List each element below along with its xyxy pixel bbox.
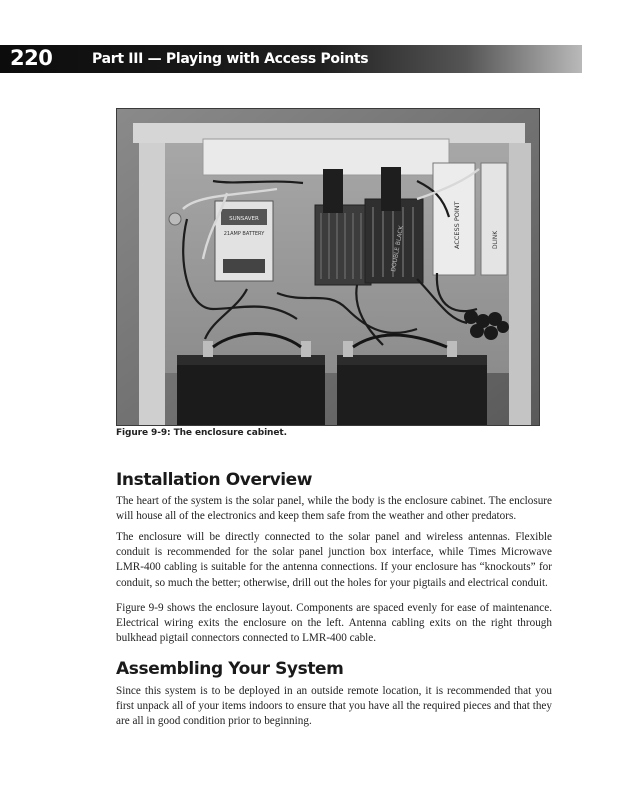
battery-right xyxy=(337,355,487,425)
running-header-bar xyxy=(0,45,582,73)
battery-left xyxy=(177,355,325,425)
paragraph: The enclosure will be directly connected to the solar panel and wireless antennas. Flexible conduit is recommended for the solar panel junction box interface, while Times Microwave LMR-400 cabling is suitable for the antenna connections. If your enclosure has “knockouts” for conduit, so much the better; otherwise, drill out the holes for your pigtails and electrical conduit. xyxy=(116,531,552,589)
amplifier-left xyxy=(315,205,371,285)
figure-caption-text: The enclosure cabinet. xyxy=(173,428,287,438)
paragraph: The heart of the system is the solar panel, while the body is the enclosure cabinet. The enclosure will house all of the electronics and keep them safe from the weather and other predators. xyxy=(116,495,552,523)
figure-photo-enclosure-cabinet xyxy=(116,108,540,426)
booster-label: DLINK xyxy=(492,230,499,249)
charger-amp-label: 21AMP BATTERY xyxy=(223,231,265,237)
enclosure-left-wall xyxy=(139,143,165,425)
section-heading-installation-overview: Installation Overview xyxy=(116,470,313,490)
running-head: Part III — Playing with Access Points xyxy=(92,51,369,67)
enclosure-right-wall xyxy=(509,143,531,425)
section-heading-assembling-your-system: Assembling Your System xyxy=(116,659,344,679)
charger-brand-label: SUNSAVER xyxy=(229,216,259,222)
figure-caption-label: Figure 9-9: xyxy=(116,428,171,438)
paragraph: Figure 9-9 shows the enclosure layout. Components are spaced evenly for ease of maintenance. Electrical wiring exits the enclosure on the left. Antenna cabling exits on the right through bulkhead pigtail connectors connected to LMR-400 cable. xyxy=(116,602,552,645)
paragraph: Since this system is to be deployed in an outside remote location, it is recommended that you first unpack all of your items indoors to ensure that you have all the required pieces and that they are all in good condition prior to beginning. xyxy=(116,685,552,728)
booster-box xyxy=(481,163,507,275)
amplifier-label: DOUBLE BLACK xyxy=(390,225,406,273)
figure-caption xyxy=(116,428,287,438)
access-point-label: ACCESS POINT xyxy=(453,201,461,249)
page-number: 220 xyxy=(10,46,53,70)
